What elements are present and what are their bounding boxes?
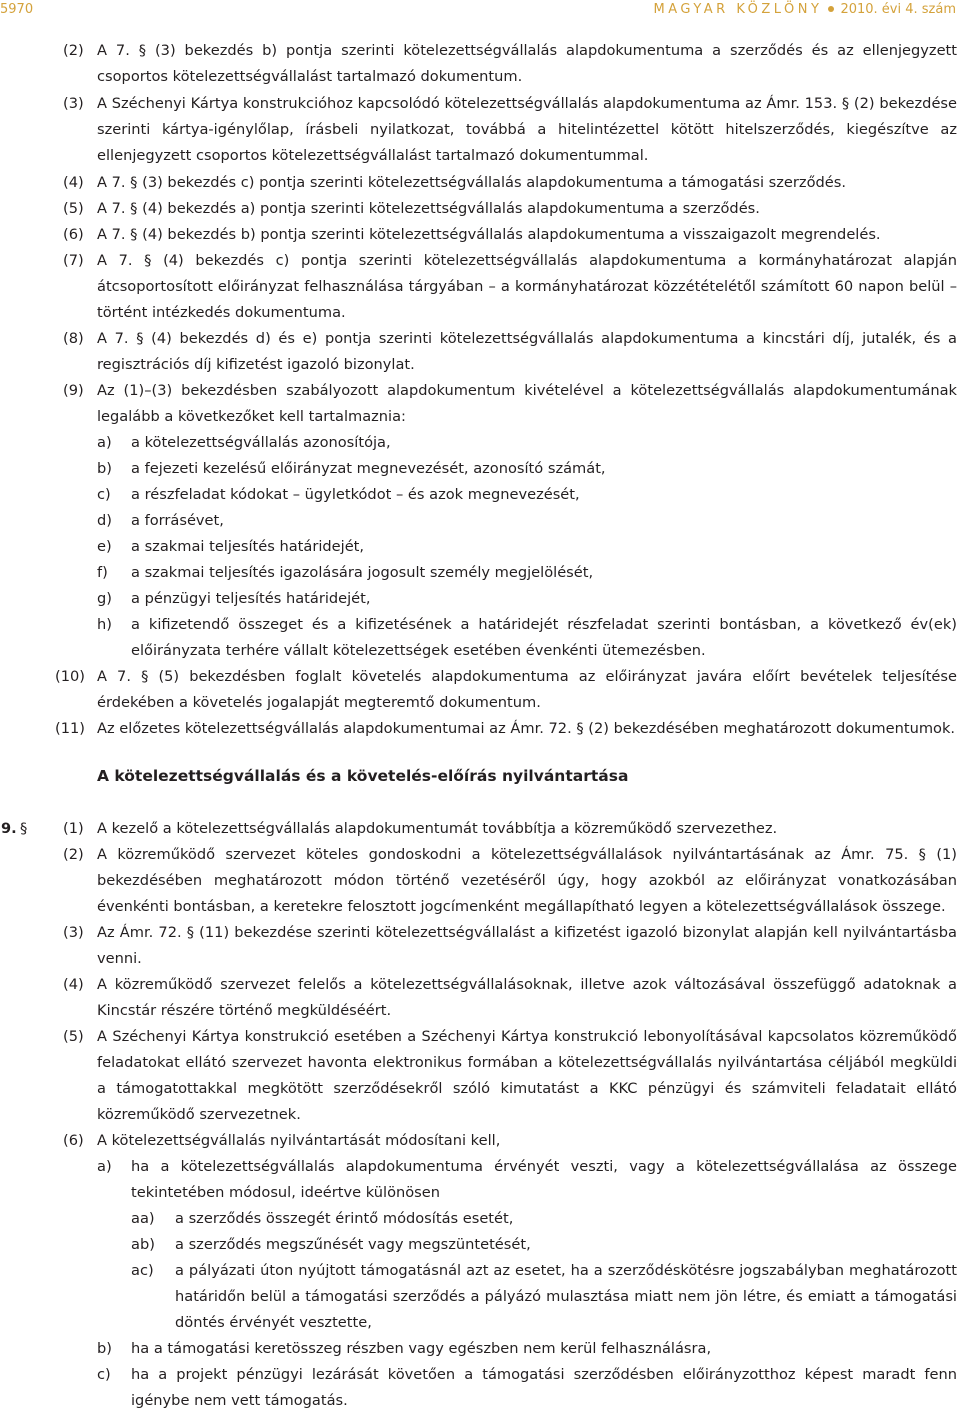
paragraph-11 [55, 716, 957, 742]
issue-label: 2010. évi 4. szám [840, 2, 956, 17]
paragraph-5 [63, 196, 957, 222]
paragraph-text: A 7. § (3) bekezdés b) pontja szerinti kötelezettségvállalás alapdokumentuma a szerződés és az ellenjegyzett csoportos kötelezettségvállalást tartalmazó dokumentum. [97, 42, 957, 85]
list-text: ha a támogatási keretösszeg részben vagy egészben nem kerül felhasználásra, [131, 1340, 712, 1357]
section9-paragraph-3 [63, 920, 957, 972]
list-marker: f) [97, 564, 108, 581]
list-text: a kifizetendő összeget és a kifizetésének a határidejét részfeladat szerinti bontásban, a következő év(ek) előirányzata terhére vállalt kötelezettségek esetében évenkénti ütemezésben. [131, 616, 957, 659]
list-marker: ac) [131, 1262, 154, 1279]
paragraph-text: A Széchenyi Kártya konstrukció esetében a Széchenyi Kártya konstrukció lebonyolításával kapcsolatos közreműködő feladatokat ellátó szervezet havonta elektronikus formában a kötelezettségvállalás nyilvántartása céljából megküldi a támogatottakkal megkötött szerződésekről szóló kimutatást a KKC pénzügyi és számviteli feladatait ellátó közreműködő szervezetnek. [97, 1028, 957, 1123]
paragraph-text: A közreműködő szervezet köteles gondoskodni a kötelezettségvállalások nyilvántartásának az Ámr. 75. § (1) bekezdésében meghatározott módon történő vezetéséről úgy, hogy azokból az előirányzat vonatkozásában évenkénti bontásban, a keretekre felosztott jogcímenként megállapítható legyen a kötelezettségvállalások összege. [97, 846, 957, 915]
paragraph-number: (7) [63, 252, 84, 269]
list-text: a forrásévet, [131, 512, 224, 529]
paragraph-number: (5) [63, 1028, 84, 1045]
list-marker: a) [97, 434, 112, 451]
list-marker: b) [97, 460, 112, 477]
paragraph-number: (11) [55, 720, 85, 737]
paragraph-text: A 7. § (4) bekezdés a) pontja szerinti kötelezettségvállalás alapdokumentuma a szerződés. [97, 200, 760, 217]
paragraph-3 [63, 91, 957, 169]
running-header [0, 0, 960, 21]
paragraph-10 [55, 664, 957, 716]
section-heading: A kötelezettségvállalás és a követelés-előírás nyilvántartása [97, 767, 629, 785]
section9-paragraph-2 [63, 842, 957, 920]
paragraph-text: A kezelő a kötelezettségvállalás alapdokumentumát továbbítja a közreműködő szervezethez. [97, 820, 778, 837]
list-text: a pályázati úton nyújtott támogatásnál azt az esetet, ha a szerződéskötésre jogszabályban meghatározott határidőn belül a támogatási szerződés a pályázó mulasztása miatt nem jön létre, és emiatt a támogatási döntés érvényét vesztette, [175, 1262, 957, 1331]
paragraph-number: (9) [63, 382, 84, 399]
paragraph-text: A 7. § (4) bekezdés c) pontja szerinti kötelezettségvállalás alapdokumentuma a kormányhatározat alapján átcsoportosított előirányzat felhasználása tárgyában – a kormányhatározat közzétételétől számított 60 napon belül – történt intézkedés dokumentuma. [97, 252, 957, 321]
list-text: a fejezeti kezelésű előirányzat megnevezését, azonosító számát, [131, 460, 606, 477]
list-marker: aa) [131, 1210, 155, 1227]
list-marker: g) [97, 590, 112, 607]
paragraph-text: A közreműködő szervezet felelős a kötelezettségvállalásoknak, illetve azok változásával összefüggő adatoknak a Kincstár részére történő megküldéséért. [97, 976, 957, 1019]
section9-paragraph-1 [63, 816, 957, 842]
paragraph-number: (3) [63, 924, 84, 941]
list-text: a kötelezettségvállalás azonosítója, [131, 434, 391, 451]
paragraph-number: (6) [63, 1132, 84, 1149]
section-number: 9. [1, 820, 17, 837]
bullet-icon [828, 6, 834, 12]
paragraph-number: (2) [63, 42, 84, 59]
list-item-aa [131, 1206, 957, 1232]
paragraph-8 [63, 326, 957, 378]
section9-paragraph-5 [63, 1024, 957, 1128]
list-text: a szakmai teljesítés határidejét, [131, 538, 365, 555]
list-text: ha a kötelezettségvállalás alapdokumentuma érvényét veszti, vagy a kötelezettségvállalása az összege tekintetében módosul, ideértve különösen [131, 1158, 957, 1201]
list-item-b [97, 456, 957, 482]
paragraph-text: Az előzetes kötelezettségvállalás alapdokumentumai az Ámr. 72. § (2) bekezdésében meghatározott dokumentumok. [97, 720, 956, 737]
list-text: a pénzügyi teljesítés határidejét, [131, 590, 371, 607]
paragraph-text: A Széchenyi Kártya konstrukcióhoz kapcsolódó kötelezettségvállalás alapdokumentuma az Ámr. 153. § (2) bekezdése szerinti kártya-igénylőlap, írásbeli nyilatkozat, továbbá a hitelintézettel kötött hitelszerződés, kiegészítve az ellenjegyzett csoportos kötelezettségvállalást tartalmazó dokumentummal. [97, 95, 957, 164]
paragraph-text: A 7. § (4) bekezdés d) és e) pontja szerinti kötelezettségvállalás alapdokumentuma a kincstári díj, jutalék, és a regisztrációs díj kifizetést igazoló bizonylat. [97, 330, 957, 373]
list-marker: c) [97, 486, 111, 503]
paragraph-number: (3) [63, 95, 84, 112]
paragraph-number: (2) [63, 846, 84, 863]
section9-paragraph-6 [63, 1128, 957, 1154]
paragraph-text: A 7. § (5) bekezdésben foglalt követelés alapdokumentuma az előirányzat javára előírt bevételek teljesítése érdekében a követelés jogalapját megteremtő dokumentum. [97, 668, 957, 711]
list-item-6c [97, 1362, 957, 1414]
paragraph-text: A 7. § (3) bekezdés c) pontja szerinti kötelezettségvállalás alapdokumentuma a támogatási szerződés. [97, 174, 846, 191]
list-item-g [97, 586, 957, 612]
paragraph-number: (10) [55, 668, 85, 685]
paragraph-4 [63, 170, 957, 196]
list-item-a [97, 430, 957, 456]
paragraph-number: (1) [63, 820, 84, 837]
list-item-ac [131, 1258, 957, 1336]
paragraph-number: (6) [63, 226, 84, 243]
section-sign: § [20, 820, 28, 837]
list-marker: h) [97, 616, 112, 633]
journal-title-line [654, 0, 956, 21]
list-marker: d) [97, 512, 112, 529]
paragraph-text: Az Ámr. 72. § (11) bekezdése szerinti kötelezettségvállalást a kifizetést igazoló bizonylat alapján kell nyilvántartásba venni. [97, 924, 957, 967]
list-marker: b) [97, 1340, 112, 1357]
list-text: a szakmai teljesítés igazolására jogosult személy megjelölését, [131, 564, 594, 581]
paragraph-text: A kötelezettségvállalás nyilvántartását módosítani kell, [97, 1132, 501, 1149]
list-marker: a) [97, 1158, 112, 1175]
list-marker: ab) [131, 1236, 155, 1253]
list-item-ab [131, 1232, 957, 1258]
list-text: a szerződés megszűnését vagy megszüntetését, [175, 1236, 531, 1253]
paragraph-number: (8) [63, 330, 84, 347]
list-item-c [97, 482, 957, 508]
paragraph-2 [63, 38, 957, 90]
paragraph-7 [63, 248, 957, 326]
list-item-6a [97, 1154, 957, 1206]
list-text: a szerződés összegét érintő módosítás esetét, [175, 1210, 514, 1227]
list-text: ha a projekt pénzügyi lezárását követően a támogatási szerződésben előirányzotthoz képest maradt fenn igénybe nem vett támogatás. [131, 1366, 957, 1409]
paragraph-6 [63, 222, 957, 248]
list-item-f [97, 560, 957, 586]
list-marker: e) [97, 538, 112, 555]
paragraph-number: (5) [63, 200, 84, 217]
paragraph-9 [63, 378, 957, 430]
list-marker: c) [97, 1366, 111, 1383]
page-number: 5970 [0, 2, 34, 17]
paragraph-number: (4) [63, 976, 84, 993]
list-item-h [97, 612, 957, 664]
list-item-d [97, 508, 957, 534]
list-item-6b [97, 1336, 957, 1362]
journal-title: MAGYAR KÖZLÖNY [653, 2, 823, 17]
list-text: a részfeladat kódokat – ügyletkódot – és azok megnevezését, [131, 486, 580, 503]
list-item-e [97, 534, 957, 560]
paragraph-text: Az (1)–(3) bekezdésben szabályozott alapdokumentum kivételével a kötelezettségvállalás alapdokumentumának legalább a következőket kell tartalmaznia: [97, 382, 957, 425]
section9-paragraph-4 [63, 972, 957, 1024]
paragraph-text: A 7. § (4) bekezdés b) pontja szerinti kötelezettségvállalás alapdokumentuma a visszaigazolt megrendelés. [97, 226, 881, 243]
paragraph-number: (4) [63, 174, 84, 191]
